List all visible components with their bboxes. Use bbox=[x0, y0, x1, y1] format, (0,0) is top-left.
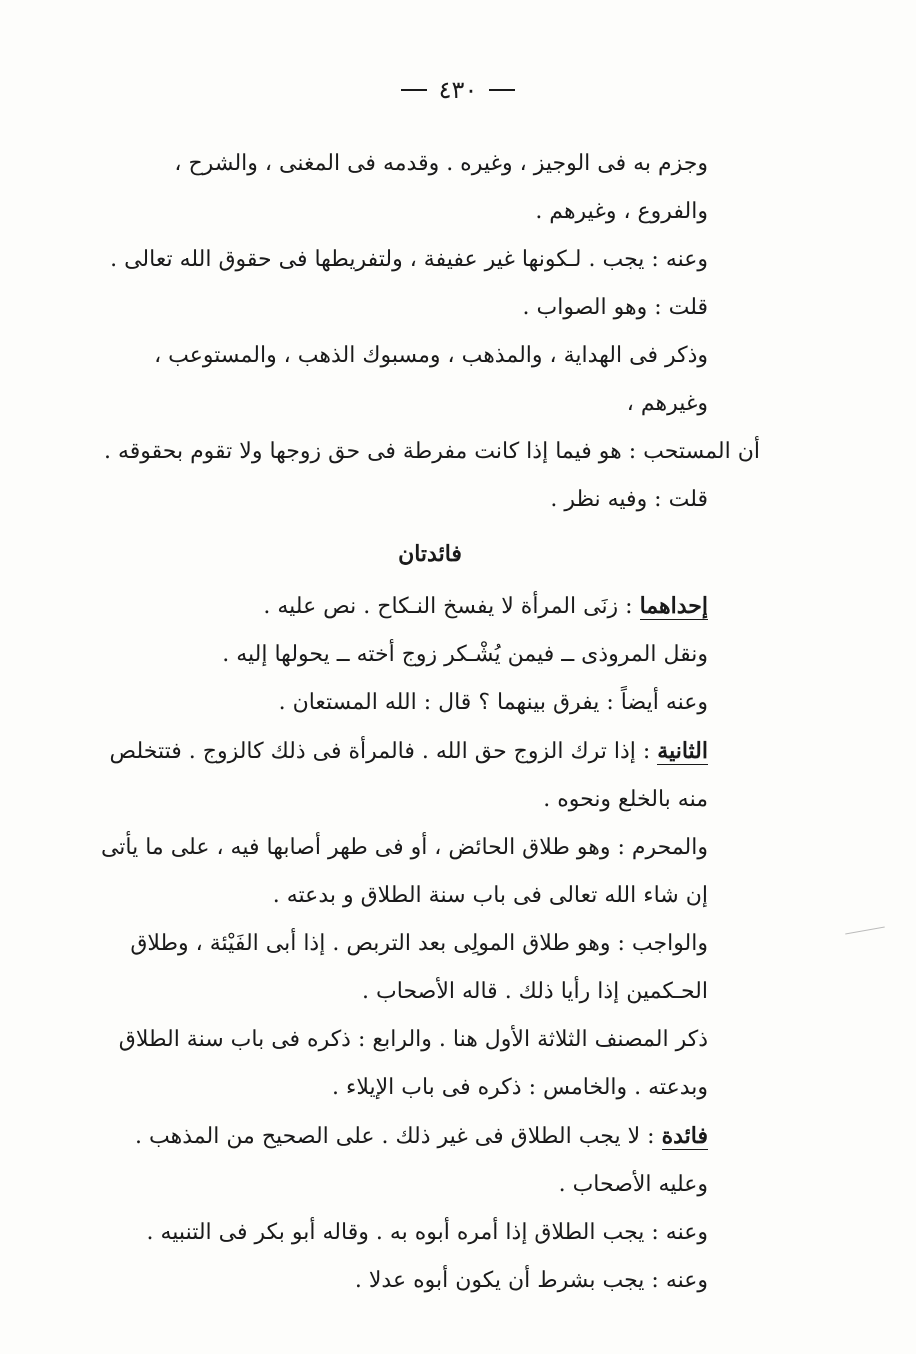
first-note bbox=[100, 582, 760, 631]
paragraph-line: وذكر فى الهداية ، والمذهب ، ومسبوك الذهب ، والمستوعب ، وغيرهم ، bbox=[154, 343, 708, 416]
paragraph-line: قلت : وهو الصواب . bbox=[522, 295, 708, 320]
header-dash-left bbox=[401, 89, 427, 91]
margin-smudge bbox=[845, 927, 885, 935]
paragraph-forbidden: والمحرم : وهو طلاق الحائض ، أو فى طهر أصابها فيه ، على ما يأتى إن شاء الله تعالى فى باب سنة الطلاق و بدعته . bbox=[100, 835, 708, 908]
first-note-term: إحداهما bbox=[639, 593, 708, 619]
paragraph-line: وعنه : يجب الطلاق إذا أمره أبوه به . وقاله أبو بكر فى التنبيه . bbox=[146, 1220, 708, 1245]
paragraph-line: أن المستحب : هو فيما إذا كانت مفرطة فى حق زوجها ولا تقوم بحقوقه . bbox=[103, 439, 760, 464]
paragraph-author: ذكر المصنف الثلاثة الأول هنا . والرابع : ذكره فى باب سنة الطلاق وبدعته . والخامس : ذكره فى باب الإيلاء . bbox=[118, 1027, 708, 1100]
benefit-note bbox=[100, 1112, 760, 1209]
page-body bbox=[100, 140, 760, 1305]
second-note-text: : إذا ترك الزوج حق الله . فالمرأة فى ذلك كالزوج . فتتخلص منه بالخلع ونحوه . bbox=[109, 739, 708, 812]
paragraph-line: ونقل المروذى ــ فيمن يُشْـكر زوج أخته ــ يحولها إليه . bbox=[222, 642, 708, 667]
page-number: ٤٣٠ bbox=[438, 76, 478, 104]
page-header bbox=[0, 70, 916, 110]
second-note bbox=[100, 727, 760, 824]
paragraph-obligatory: والواجب : وهو طلاق المولِى بعد التربص . إذا أبى الفَيْئة ، وطلاق الحـكمين إذا رأيا ذلك . قاله الأصحاب . bbox=[130, 931, 708, 1004]
section-heading: فائدتان bbox=[398, 541, 462, 567]
first-note-text: : زنَى المرأة لا يفسخ النـكاح . نص عليه . bbox=[263, 594, 633, 619]
paragraph-line: وجزم به فى الوجيز ، وغيره . وقدمه فى المغنى ، والشرح ، والفروع ، وغيرهم . bbox=[174, 151, 708, 224]
paragraph-line: قلت : وفيه نظر . bbox=[550, 487, 708, 512]
header-dash-right bbox=[489, 89, 515, 91]
benefit-note-term: فائدة bbox=[661, 1123, 708, 1149]
paragraph-line: وعنه : يجب بشرط أن يكون أبوه عدلا . bbox=[354, 1268, 708, 1293]
paragraph-line: وعنه أيضاً : يفرق بينهما ؟ قال : الله المستعان . bbox=[278, 690, 708, 715]
second-note-term: الثانية bbox=[657, 738, 708, 764]
paragraph-line: وعنه : يجب . لـكونها غير عفيفة ، ولتفريطها فى حقوق الله تعالى . bbox=[110, 247, 708, 272]
benefit-note-text: : لا يجب الطلاق فى غير ذلك . على الصحيح من المذهب . وعليه الأصحاب . bbox=[135, 1124, 708, 1197]
